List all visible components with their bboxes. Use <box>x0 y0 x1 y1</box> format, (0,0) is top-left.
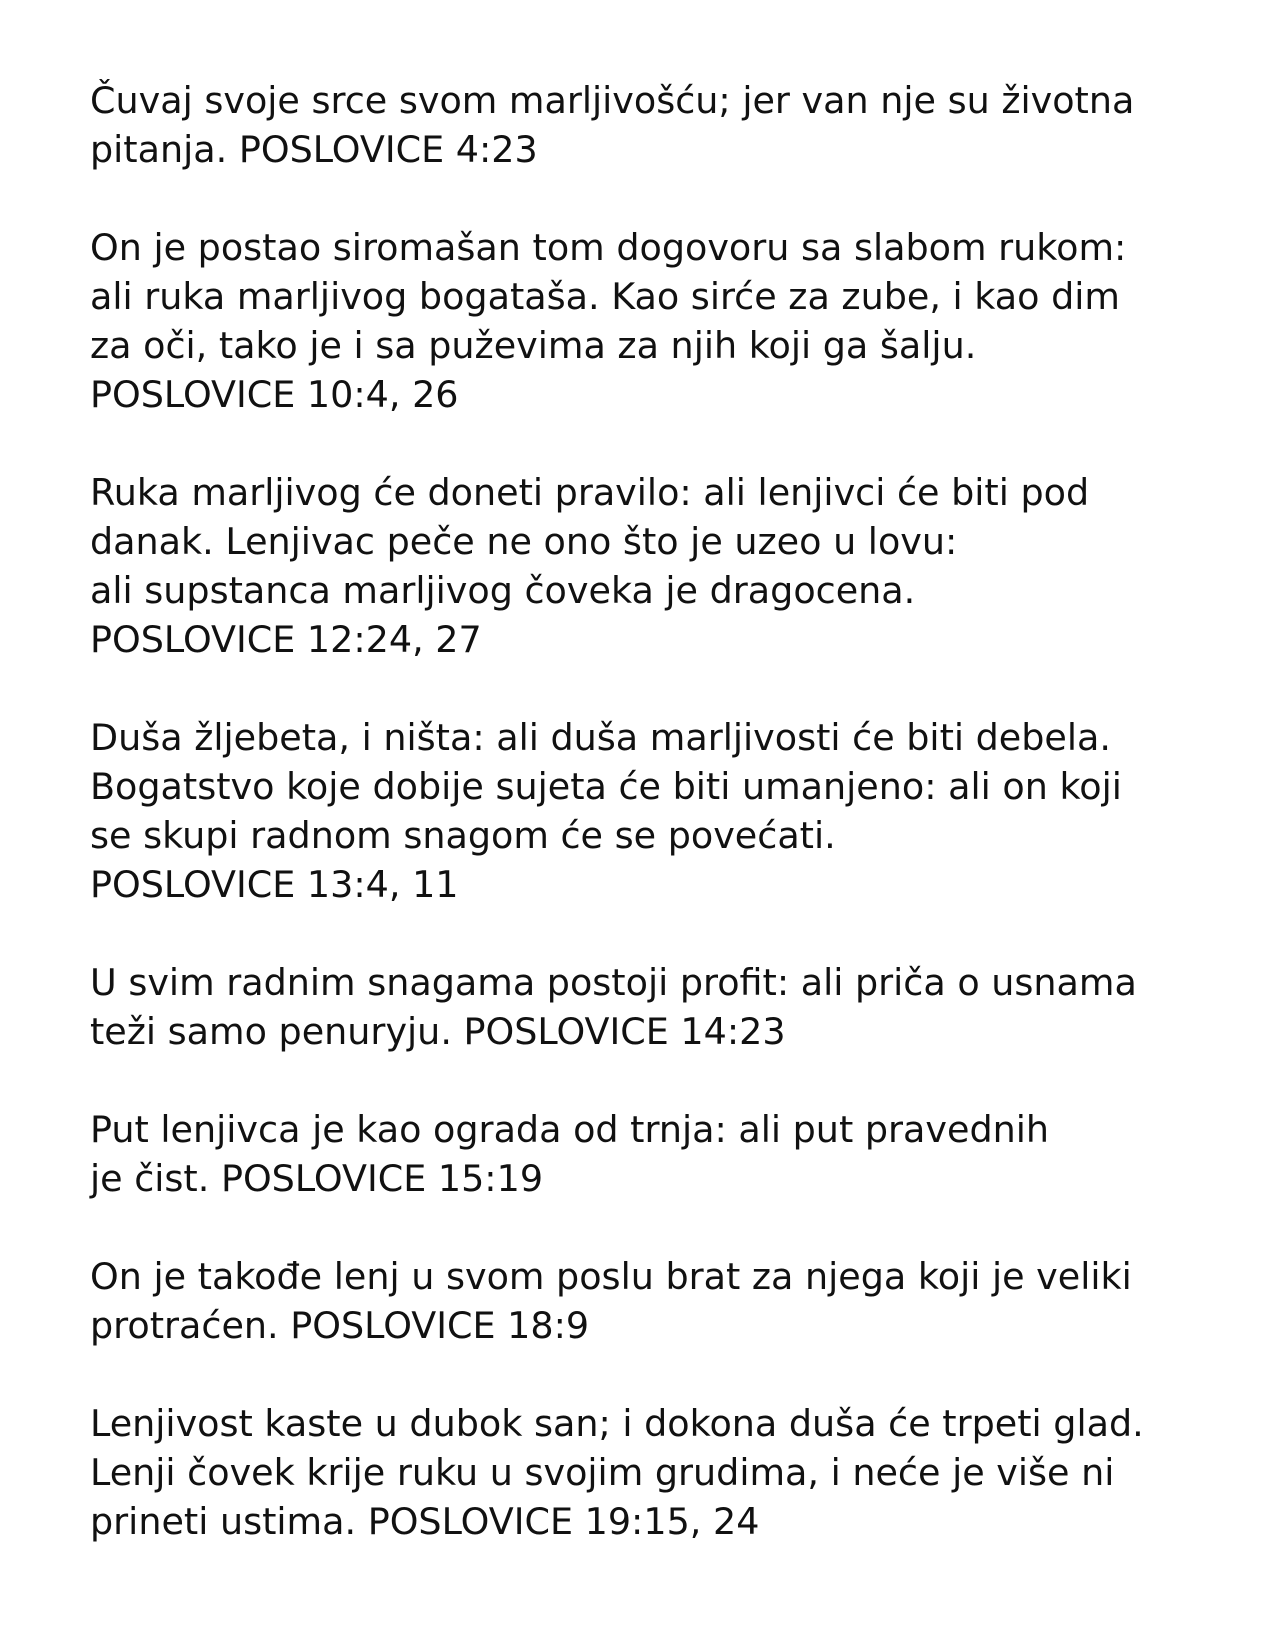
verse-line: se skupi radnom snagom će se povećati. <box>90 814 836 857</box>
verse-line: Lenji čovek krije ruku u svojim grudima, i neće je više ni <box>90 1451 1115 1494</box>
verse-line: Duša žljebeta, i ništa: ali duša marljivosti će biti debela. <box>90 716 1111 759</box>
verse-line: Lenjivost kaste u dubok san; i dokona duša će trpeti glad. <box>90 1402 1144 1445</box>
verse-proverbs-13-4-11 <box>90 713 1250 909</box>
verse-line: POSLOVICE 13:4, 11 <box>90 863 459 906</box>
verse-proverbs-12-24-27 <box>90 468 1250 664</box>
verse-line: pitanja. POSLOVICE 4:23 <box>90 128 538 171</box>
verse-proverbs-18-9 <box>90 1252 1250 1350</box>
verse-line: Put lenjivca je kao ograda od trnja: ali put pravednih <box>90 1108 1050 1151</box>
verse-line: danak. Lenjivac peče ne ono što je uzeo u lovu: <box>90 520 958 563</box>
verse-line: POSLOVICE 12:24, 27 <box>90 618 482 661</box>
verse-line: On je takođe lenj u svom poslu brat za njega koji je veliki <box>90 1255 1132 1298</box>
verse-proverbs-19-15-24 <box>90 1399 1250 1546</box>
document-page <box>90 76 1250 1595</box>
verse-line: je čist. POSLOVICE 15:19 <box>90 1157 544 1200</box>
verse-proverbs-15-19 <box>90 1105 1250 1203</box>
verse-line: protraćen. POSLOVICE 18:9 <box>90 1304 590 1347</box>
verse-proverbs-10-4-26 <box>90 223 1250 419</box>
verse-line: Čuvaj svoje srce svom marljivošću; jer van nje su životna <box>90 79 1135 122</box>
verse-line: Bogatstvo koje dobije sujeta će biti umanjeno: ali on koji <box>90 765 1122 808</box>
verse-line: POSLOVICE 10:4, 26 <box>90 373 459 416</box>
verse-line: Ruka marljivog će doneti pravilo: ali lenjivci će biti pod <box>90 471 1090 514</box>
verse-line: On je postao siromašan tom dogovoru sa slabom rukom: <box>90 226 1127 269</box>
verse-proverbs-4-23 <box>90 76 1250 174</box>
verse-line: ali ruka marljivog bogataša. Kao sirće za zube, i kao dim <box>90 275 1120 318</box>
verse-line: za oči, tako je i sa puževima za njih koji ga šalju. <box>90 324 977 367</box>
verse-line: prineti ustima. POSLOVICE 19:15, 24 <box>90 1500 760 1543</box>
verse-line: teži samo penuryju. POSLOVICE 14:23 <box>90 1010 786 1053</box>
verse-line: ali supstanca marljivog čoveka je dragocena. <box>90 569 916 612</box>
verse-line: U svim radnim snagama postoji profit: ali priča o usnama <box>90 961 1137 1004</box>
verse-proverbs-14-23 <box>90 958 1250 1056</box>
